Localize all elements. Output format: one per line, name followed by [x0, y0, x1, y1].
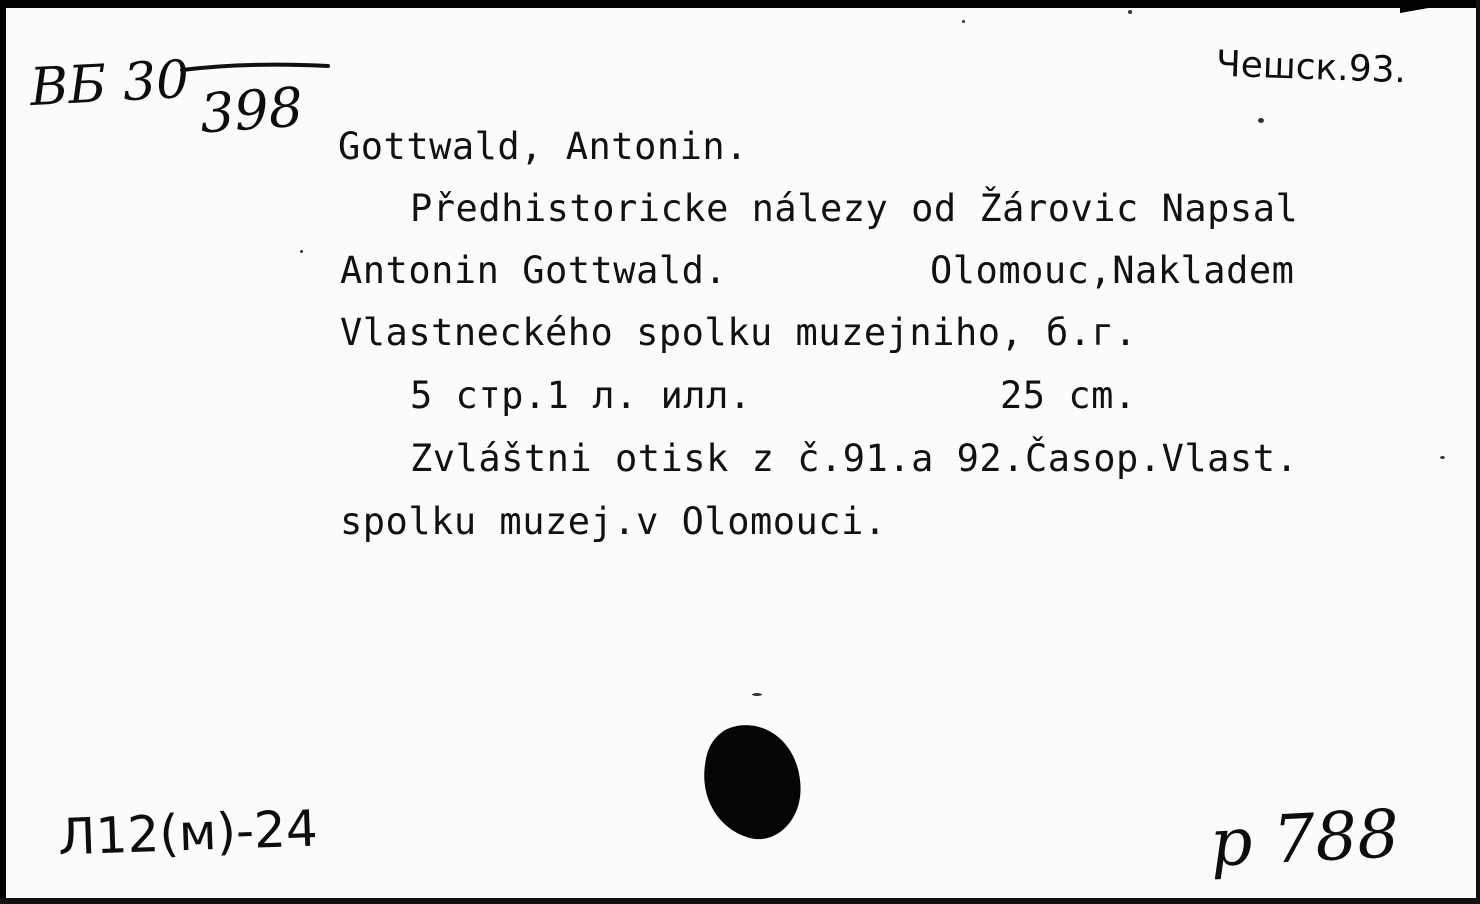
shelfmark-denominator: 398: [197, 75, 306, 146]
collection-note: Чешск.93.: [1215, 43, 1407, 92]
physical-dimensions: 25 cm.: [1000, 374, 1137, 417]
speck: [752, 693, 762, 696]
shelfmark-top: ВБ 30: [28, 49, 191, 119]
speck: [962, 20, 965, 23]
speck: [1440, 456, 1445, 459]
scan-border-top: [0, 0, 1480, 8]
note-line-1: Zvláštni otisk z č.91.a 92.Časop.Vlast.: [410, 437, 1299, 480]
author-heading: Gottwald, Antonin.: [338, 125, 748, 168]
speck: [1128, 10, 1132, 14]
title-line-2-right: Olomouc,Nakladem: [930, 249, 1295, 292]
physical-description: 5 стр.1 л. илл.: [410, 374, 752, 417]
classification-code: Л12(м)-24: [57, 799, 319, 867]
title-line-3: Vlastneckého spolku muzejniho, б.г.: [340, 311, 1138, 354]
shelfmark-fraction-bar: [178, 58, 338, 78]
title-line-1: Předhistoricke nálezy od Žárovic Napsal: [410, 187, 1299, 230]
scan-border-bottom: [0, 898, 1480, 904]
title-line-2-left: Antonin Gottwald.: [340, 249, 728, 292]
punch-hole: [695, 710, 815, 860]
speck: [1258, 118, 1264, 123]
scan-corner: [1400, 0, 1480, 18]
inventory-code: р 788: [1208, 795, 1402, 882]
note-line-2: spolku muzej.v Olomouci.: [340, 500, 887, 543]
speck: [300, 250, 303, 253]
scan-border-left: [0, 0, 6, 904]
scan-border-right: [1476, 0, 1480, 904]
